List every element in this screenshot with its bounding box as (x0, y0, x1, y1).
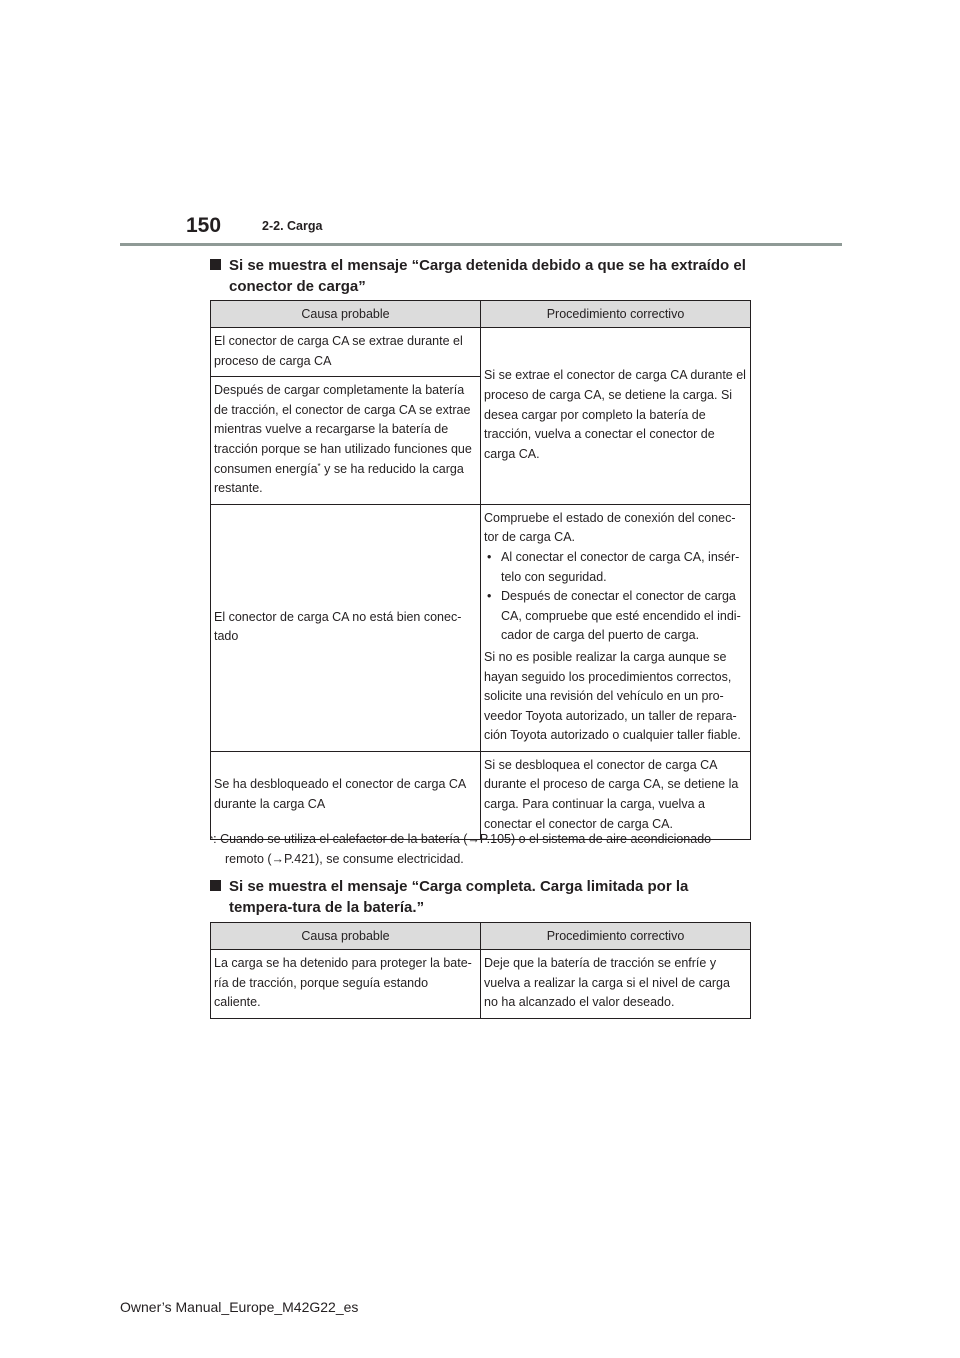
column-header-cause: Causa probable (211, 301, 481, 328)
list-item: • Después de conectar el conector de carga CA, compruebe que esté encendido el indi-cador de carga del puerto de carga. (484, 587, 746, 646)
list-item: • Al conectar el conector de carga CA, insér-telo con seguridad. (484, 548, 746, 587)
column-header-cause: Causa probable (211, 923, 481, 950)
procedure-outro: Si no es posible realizar la carga aunque se hayan seguido los procedimientos correctos, solicite una revisión del vehículo en un pro-veedor Toyota autorizado, un taller de repara-ción Toyota autorizado o cualquier taller fiable. (484, 649, 741, 743)
cause-text: Después de cargar completamente la batería de tracción, el conector de carga CA se extrae mientras vuelve a recargarse la batería de tracción porque se han utilizado funciones que consumen energía (214, 383, 472, 476)
cause-cell: El conector de carga CA no está bien conec-tado (211, 504, 481, 751)
table-header-row (211, 301, 751, 328)
procedure-cell: Si se extrae el conector de carga CA durante el proceso de carga CA, se detiene la carga. Si desea cargar por completo la batería de tracción, vuelva a conectar el conector de carga CA. (481, 328, 751, 505)
table-header-row (211, 923, 751, 950)
page-number: 150 (186, 214, 222, 237)
procedure-cell: Deje que la batería de tracción se enfríe y vuelva a realizar la carga si el nivel de carga no ha alcanzado el valor deseado. (481, 950, 751, 1019)
section1-heading-text: Si se muestra el mensaje “Carga detenida debido a que se ha extraído el conector de carga” (229, 257, 746, 295)
footer-text: Owner’s Manual_Europe_M42G22_es (120, 1299, 359, 1315)
section2-heading-text: Si se muestra el mensaje “Carga completa. Carga limitada por la tempera-tura de la batería.” (229, 878, 689, 916)
cause-text-continued: y se ha reducido la carga restante. (214, 461, 464, 496)
cause-cell: Se ha desbloqueado el conector de carga CA durante la carga CA (211, 751, 481, 839)
footnote-marker: * (210, 835, 214, 844)
section1-table (210, 300, 751, 840)
header-rule (120, 243, 842, 246)
table-row (211, 328, 751, 377)
table-row (211, 504, 751, 751)
cause-cell: La carga se ha detenido para proteger la bate-ría de tracción, porque seguía estando caliente. (211, 950, 481, 1019)
section2-table (210, 922, 751, 1019)
footnote-text-continued: remoto (→P.421), se consume electricidad. (225, 851, 464, 866)
footnote-marker: * (317, 461, 321, 471)
cause-cell (211, 377, 481, 505)
footnote-text: : Cuando se utiliza el calefactor de la batería (→P.105) o el sistema de aire acondicionado (213, 832, 712, 846)
procedure-cell (481, 504, 751, 751)
section2-heading (210, 876, 750, 918)
column-header-procedure: Procedimiento correctivo (481, 923, 751, 950)
cause-cell: El conector de carga CA se extrae durante el proceso de carga CA (211, 328, 481, 377)
column-header-procedure: Procedimiento correctivo (481, 301, 751, 328)
footnote (210, 830, 755, 869)
square-bullet-icon (210, 880, 221, 891)
table-row (211, 751, 751, 839)
table-row (211, 950, 751, 1019)
procedure-intro: Compruebe el estado de conexión del conec-tor de carga CA. (484, 510, 736, 545)
procedure-cell: Si se desbloquea el conector de carga CA durante el proceso de carga CA, se detiene la carga. Para continuar la carga, vuelva a conectar el conector de carga CA. (481, 751, 751, 839)
square-bullet-icon (210, 259, 221, 270)
procedure-bullet-list (484, 548, 746, 646)
section-label: 2-2. Carga (262, 219, 323, 233)
section1-heading (210, 255, 750, 297)
